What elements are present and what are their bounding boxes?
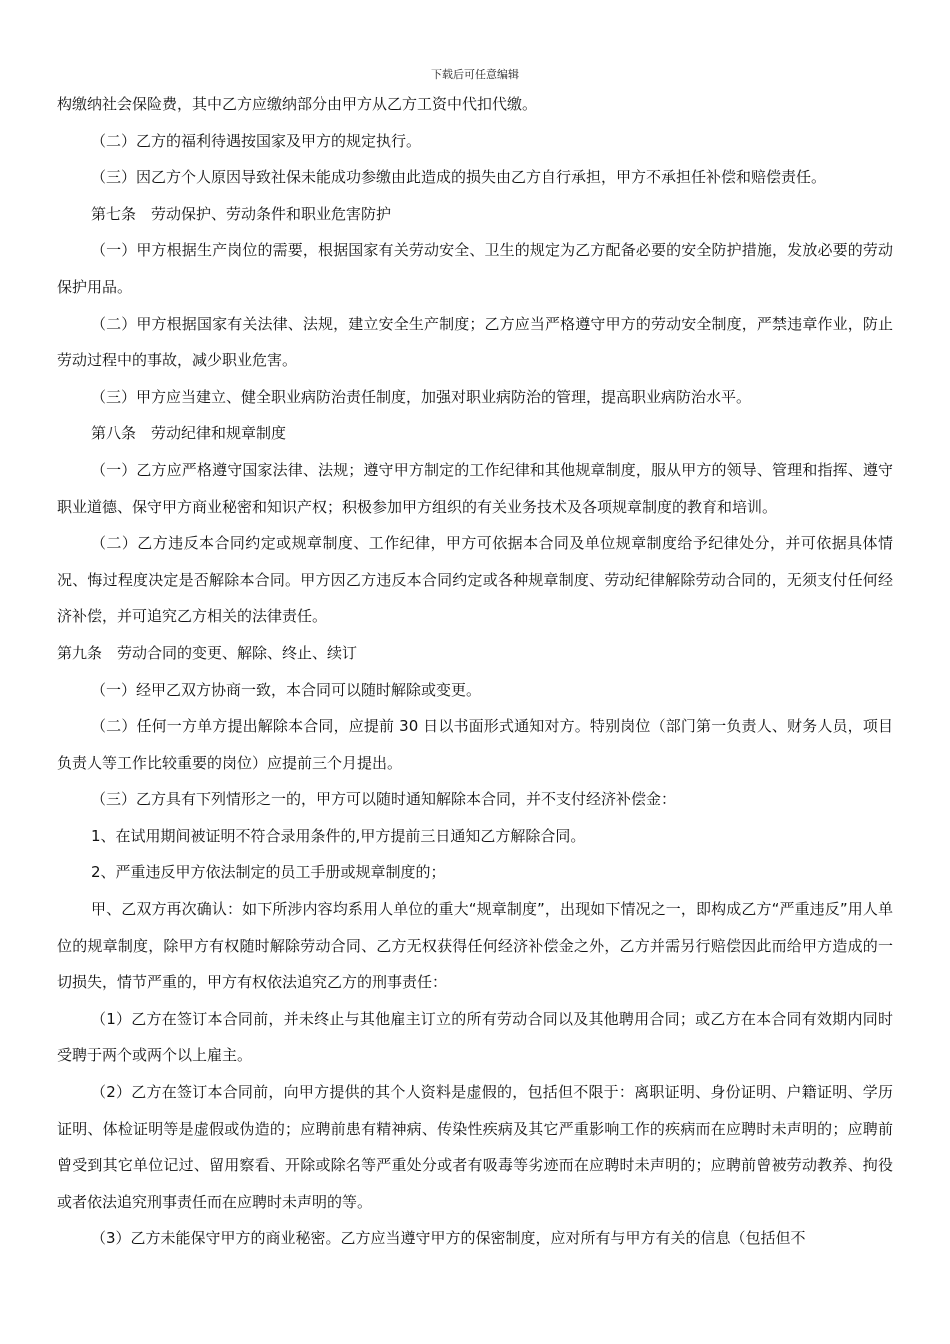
- paragraph-7: （三）甲方应当建立、健全职业病防治责任制度，加强对职业病防治的管理，提高职业病防治水平。: [91, 387, 752, 406]
- paragraph-9: （一）乙方应严格遵守国家法律、法规；遵守甲方制定的工作纪律和其他规章制度，服从甲方的领导、管理和指挥、遵守职业道德、保守甲方商业秘密和知识产权；积极参加甲方组织的有关业务技术及各项规章制度的教育和培训。: [57, 460, 893, 516]
- paragraph-14: （三）乙方具有下列情形之一的，甲方可以随时通知解除本合同，并不支付经济补偿金：: [91, 790, 677, 809]
- paragraph-20: （3）乙方未能保守甲方的商业秘密。乙方应当遵守甲方的保密制度，应对所有与甲方有关的信息（包括但不: [91, 1229, 806, 1248]
- paragraph-1: 构缴纳社会保险费，其中乙方应缴纳部分由甲方从乙方工资中代扣代缴。: [57, 95, 538, 113]
- article-8-heading: 第八条 劳动纪律和规章制度: [91, 424, 287, 443]
- paragraph-6: （二）甲方根据国家有关法律、法规，建立安全生产制度；乙方应当严格遵守甲方的劳动安全制度，严禁违章作业，防止劳动过程中的事故，减少职业危害。: [57, 314, 893, 370]
- article-7-heading: 第七条 劳动保护、劳动条件和职业危害防护: [91, 204, 392, 223]
- paragraph-19: （2）乙方在签订本合同前，向甲方提供的其个人资料是虚假的，包括但不限于：离职证明、身份证明、户籍证明、学历证明、体检证明等是虚假或伪造的；应聘前患有精神病、传染性疾病及其它严重影响工作的疾病而在应聘时未声明的；应聘前曾受到其它单位记过、留用察看、开除或除名等严重处分或者有吸毒等劣迹而在应聘时未声明的；应聘前曾被劳动教养、拘役或者依法追究刑事责任而在应聘时未声明的等。: [57, 1083, 893, 1211]
- document-body: [57, 86, 893, 1257]
- article-9-heading: 第九条 劳动合同的变更、解除、终止、续订: [57, 643, 358, 662]
- paragraph-2: （二）乙方的福利待遇按国家及甲方的规定执行。: [91, 131, 422, 150]
- paragraph-3: （三）因乙方个人原因导致社保未能成功参缴由此造成的损失由乙方自行承担，甲方不承担任补偿和赔偿责任。: [91, 168, 827, 187]
- paragraph-16: 2、严重违反甲方依法制定的员工手册或规章制度的；: [91, 863, 446, 882]
- paragraph-18: （1）乙方在签订本合同前，并未终止与其他雇主订立的所有劳动合同以及其他聘用合同；或乙方在本合同有效期内同时受聘于两个或两个以上雇主。: [57, 1009, 893, 1065]
- paragraph-12: （一）经甲乙双方协商一致，本合同可以随时解除或变更。: [91, 680, 482, 699]
- paragraph-13: （二）任何一方单方提出解除本合同，应提前 30 日以书面形式通知对方。特别岗位（部门第一负责人、财务人员，项目负责人等工作比较重要的岗位）应提前三个月提出。: [57, 717, 893, 772]
- paragraph-17: 甲、乙双方再次确认：如下所涉内容均系用人单位的重大“规章制度”，出现如下情况之一，即构成乙方“严重违反”用人单位的规章制度，除甲方有权随时解除劳动合同、乙方无权获得任何经济补偿金之外，乙方并需另行赔偿因此而给甲方造成的一切损失，情节严重的，甲方有权依法追究乙方的刑事责任：: [57, 900, 893, 992]
- paragraph-5: （一）甲方根据生产岗位的需要，根据国家有关劳动安全、卫生的规定为乙方配备必要的安全防护措施，发放必要的劳动保护用品。: [57, 241, 893, 296]
- page-header: 下载后可任意编辑: [431, 68, 519, 81]
- paragraph-15: 1、在试用期间被证明不符合录用条件的,甲方提前三日通知乙方解除合同。: [91, 826, 586, 845]
- paragraph-10: （二）乙方违反本合同约定或规章制度、工作纪律，甲方可依据本合同及单位规章制度给予纪律处分，并可依据具体情况、悔过程度决定是否解除本合同。甲方因乙方违反本合同约定或各种规章制度、劳动纪律解除劳动合同的，无须支付任何经济补偿，并可追究乙方相关的法律责任。: [57, 534, 893, 626]
